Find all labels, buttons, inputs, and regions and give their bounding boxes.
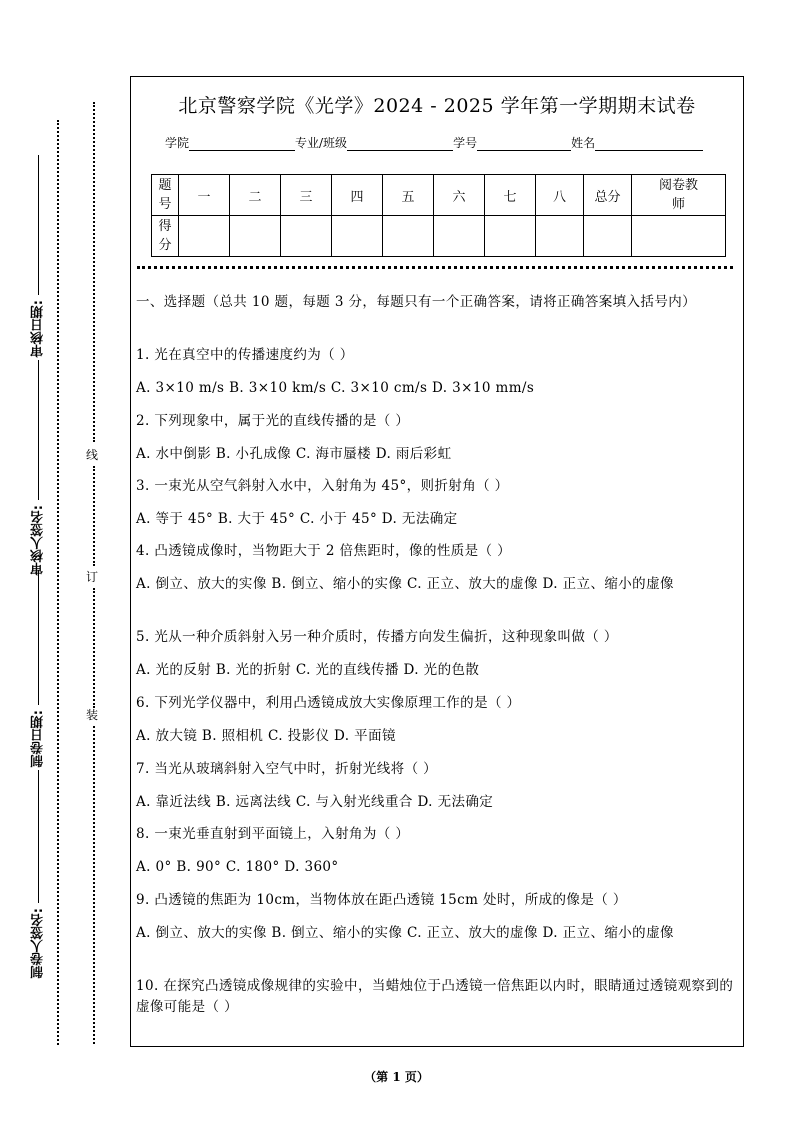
margin-dotted-line — [57, 120, 59, 1045]
binding-line-mid2 — [93, 588, 95, 708]
question-number-header: 题号 — [152, 175, 179, 216]
score-cell-8[interactable] — [536, 216, 584, 257]
score-cell-4[interactable] — [332, 216, 383, 257]
score-table-score-row — [152, 216, 726, 257]
score-cell-1[interactable] — [179, 216, 230, 257]
question-10-stem: 10. 在探究凸透镜成像规律的实验中，当蜡烛位于凸透镜一倍焦距以内时，眼睛通过透镜观察到的虚像可能是（ ） — [136, 978, 734, 1015]
score-table-header-row — [152, 175, 726, 216]
binding-char-line: 线 — [86, 448, 99, 462]
score-col-total: 总分 — [584, 175, 632, 216]
question-7-stem: 7. 当光从玻璃斜射入空气中时，折射光线将（ ） — [136, 761, 438, 777]
reviewer-signature-label: 审核人签名: — [31, 505, 46, 576]
question-9-stem: 9. 凸透镜的焦距为 10cm，当物体放在距凸透镜 15cm 处时，所成的像是（ ） — [136, 892, 627, 908]
question-5-options: A. 光的反射 B. 光的折射 C. 光的直线传播 D. 光的色散 — [136, 662, 480, 678]
score-col-4: 四 — [332, 175, 383, 216]
compiler-signature-line[interactable] — [38, 770, 39, 903]
score-col-8: 八 — [536, 175, 584, 216]
question-6-stem: 6. 下列光学仪器中，利用凸透镜成放大实像原理工作的是（ ） — [136, 695, 521, 711]
page-number: （第 1 页） — [364, 1070, 429, 1084]
college-label: 学院 — [165, 136, 190, 150]
review-date-line[interactable] — [38, 155, 39, 295]
score-cell-5[interactable] — [383, 216, 434, 257]
score-col-6: 六 — [434, 175, 485, 216]
score-cell-2[interactable] — [230, 216, 281, 257]
student-info-row — [165, 134, 703, 151]
score-cell-6[interactable] — [434, 216, 485, 257]
binding-char-zhuang: 装 — [86, 708, 99, 722]
compile-date-line[interactable] — [38, 570, 39, 705]
score-cell-total[interactable] — [584, 216, 632, 257]
section-title: 一、选择题（总共 10 题，每题 3 分，每题只有一个正确答案，请将正确答案填入括号内） — [136, 294, 697, 310]
question-4-stem: 4. 凸透镜成像时，当物距大于 2 倍焦距时，像的性质是（ ） — [136, 543, 512, 559]
question-1-stem: 1. 光在真空中的传播速度约为（ ） — [136, 347, 354, 363]
question-7-options: A. 靠近法线 B. 远离法线 C. 与入射光线重合 D. 无法确定 — [136, 794, 494, 810]
section-divider — [137, 266, 733, 269]
name-label: 姓名 — [571, 136, 596, 150]
exam-title: 北京警察学院《光学》2024 - 2025 学年第一学期期末试卷 — [178, 95, 696, 117]
score-row-header: 得分 — [152, 216, 179, 257]
score-col-1: 一 — [179, 175, 230, 216]
question-5-stem: 5. 光从一种介质斜射入另一种介质时，传播方向发生偏折，这种现象叫做（ ） — [136, 629, 618, 645]
student-id-label: 学号 — [453, 136, 478, 150]
score-col-7: 七 — [485, 175, 536, 216]
binding-line-top — [93, 102, 95, 442]
binding-line-mid1 — [93, 466, 95, 566]
score-col-2: 二 — [230, 175, 281, 216]
reviewer-signature-line[interactable] — [38, 360, 39, 500]
question-3-stem: 3. 一束光从空气斜射入水中，入射角为 45°，则折射角（ ） — [136, 478, 509, 494]
score-cell-7[interactable] — [485, 216, 536, 257]
review-date-label: 审核日期: — [31, 300, 46, 358]
question-1-options: A. 3×10 m/s B. 3×10 km/s C. 3×10 cm/s D. 3×10 mm/s — [136, 380, 535, 396]
score-col-5: 五 — [383, 175, 434, 216]
score-cell-grader[interactable] — [632, 216, 726, 257]
score-col-3: 三 — [281, 175, 332, 216]
question-2-options: A. 水中倒影 B. 小孔成像 C. 海市蜃楼 D. 雨后彩虹 — [136, 446, 452, 462]
question-6-options: A. 放大镜 B. 照相机 C. 投影仪 D. 平面镜 — [136, 728, 396, 744]
college-field[interactable] — [189, 138, 295, 151]
name-field[interactable] — [595, 138, 703, 151]
major-label: 专业/班级 — [295, 136, 348, 150]
binding-line-bottom — [93, 726, 95, 1044]
major-field[interactable] — [347, 138, 453, 151]
question-4-options: A. 倒立、放大的实像 B. 倒立、缩小的实像 C. 正立、放大的虚像 D. 正立、缩小的虚像 — [136, 576, 674, 592]
score-cell-3[interactable] — [281, 216, 332, 257]
compiler-signature-label: 制卷人签名: — [31, 908, 46, 979]
score-table — [151, 174, 726, 257]
compile-date-label: 制卷日期: — [31, 710, 46, 768]
question-8-options: A. 0° B. 90° C. 180° D. 360° — [136, 859, 339, 875]
binding-char-ding: 订 — [86, 570, 99, 584]
question-8-stem: 8. 一束光垂直射到平面镜上，入射角为（ ） — [136, 826, 410, 842]
question-2-stem: 2. 下列现象中，属于光的直线传播的是（ ） — [136, 413, 410, 429]
score-col-grader: 阅卷教师 — [632, 175, 726, 216]
question-9-options: A. 倒立、放大的实像 B. 倒立、缩小的实像 C. 正立、放大的虚像 D. 正立、缩小的虚像 — [136, 925, 674, 941]
question-3-options: A. 等于 45° B. 大于 45° C. 小于 45° D. 无法确定 — [136, 511, 458, 527]
student-id-field[interactable] — [477, 138, 571, 151]
exam-frame — [130, 76, 744, 1047]
